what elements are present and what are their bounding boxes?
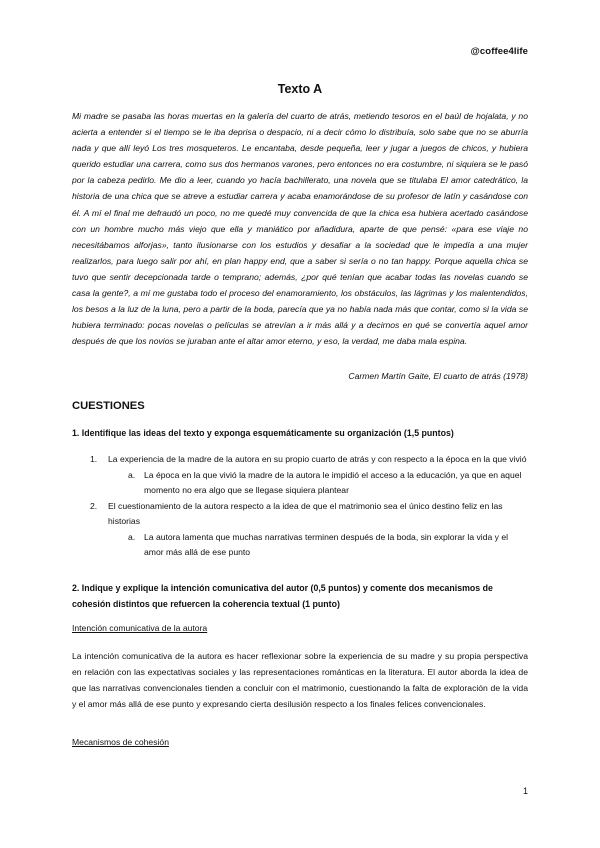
list-item-number: 1. [90, 454, 98, 464]
sub-list-item-letter: a. [128, 531, 136, 542]
sub-list-item [72, 468, 528, 499]
page-title: Texto A [277, 82, 323, 96]
intent-paragraph: La intención comunicativa de la autora es hacer reflexionar sobre la experiencia de su madre y su propia perspectiva en relación con las expectativas sociales y las representaciones románticas en la literatura. El autor aborda la idea de que las narrativas convencionales tienden a concluir con el matrimonio, cuestionando la falta de exploración de la vida y el amor más allá de ese punto y expresando cierta desilusión respecto a los finales felices convencionales. [72, 651, 528, 709]
questions-heading: CUESTIONES [72, 400, 145, 412]
author-handle: @coffee4life [470, 46, 528, 57]
sub-list-item-text: La autora lamenta que muchas narrativas terminen después de la boda, sin explorar la vida y el amor más allá de ese punto [144, 531, 509, 557]
list-item-text: El cuestionamiento de la autora respecto a la idea de que el matrimonio sea el único destino feliz en las historias [108, 500, 503, 526]
question-2-prompt: 2. Indique y explique la intención comunicativa del autor (0,5 puntos) y comente dos mecanismos de cohesión distintos que refuercen la coherencia textual (1 punto) [72, 583, 493, 609]
list-item-number: 2. [90, 500, 98, 511]
intent-heading: Intención comunicativa de la autora [72, 623, 208, 633]
page-number: 1 [522, 786, 528, 796]
ideas-list [72, 452, 528, 561]
list-item [72, 499, 528, 530]
sub-list-item-text: La época en la que vivió la madre de la autora le impidió el acceso a la educación, ya que en aquel momento no era algo que se llegase siquiera plantear [144, 469, 522, 495]
excerpt-text: Mi madre se pasaba las horas muertas en la galería del cuarto de atrás, metiendo tesoros en el baúl de hojalata, y no acierta a entender si el tiempo se le iba deprisa o despacio, ni a decir cómo lo distribuía, solo sabe que no se aburría nada y que allí leyó Los tres mosqueteros. Le encantaba, desde pequeña, leer y jugar a juegos de chicos, y hubiera querido estudiar una carrera, como sus dos hermanos varones, pero entonces no era costumbre, ni siquiera se le pasó por la cabeza pedirlo. Me dio a leer, cuando yo hacía bachillerato, una novela que se titulaba El amor catedrático, la historia de una chica que se atreve a estudiar carrera y acaba enamorándose de su profesor de latín y casándose con él. A mí el final me defraudó un poco, no me quedé muy convencida de que la chica esa hubiera acertado casándose con un hombre mucho más viejo que ella y maniático por añadidura, aparte de que pensé: «para ese viaje no necesitábamos alforjas», tanto ilusionarse con los estudios y desafiar a la sociedad que le impedía a una mujer realizarlos, para luego salir por ahí, en plan happy end, que a saber si sería o no tan happy. Porque aquella chica se tuvo que sentir decepcionada tarde o temprano; además, ¿por qué tenían que acabar todas las novelas cuando se casa la gente?, a mí me gustaba todo el proceso del enamoramiento, los obstáculos, las lágrimas y los malentendidos, los besos a la luz de la luna, pero a partir de la boda, parecía que ya no había nada más que contar, como si la vida se hubiera terminado: pocas novelas o películas se atrevían a ir más allá y a decirnos en qué se convertía aquel amor después de que los novios se juraban ante el altar amor eterno, y eso, la verdad, me daba mala espina. [72, 111, 528, 347]
question-1-prompt: 1. Identifique las ideas del texto y exponga esquemáticamente su organización (1,5 puntos) [72, 428, 454, 438]
cohesion-heading: Mecanismos de cohesión [72, 737, 169, 747]
excerpt-citation: Carmen Martín Gaite, El cuarto de atrás (1978) [348, 371, 528, 381]
list-item [72, 452, 528, 468]
list-item-text: La experiencia de la madre de la autora en su propio cuarto de atrás y con respecto a la época en la que vivió [108, 454, 527, 464]
sub-list-item [72, 530, 528, 561]
sub-list-item-letter: a. [128, 469, 136, 480]
